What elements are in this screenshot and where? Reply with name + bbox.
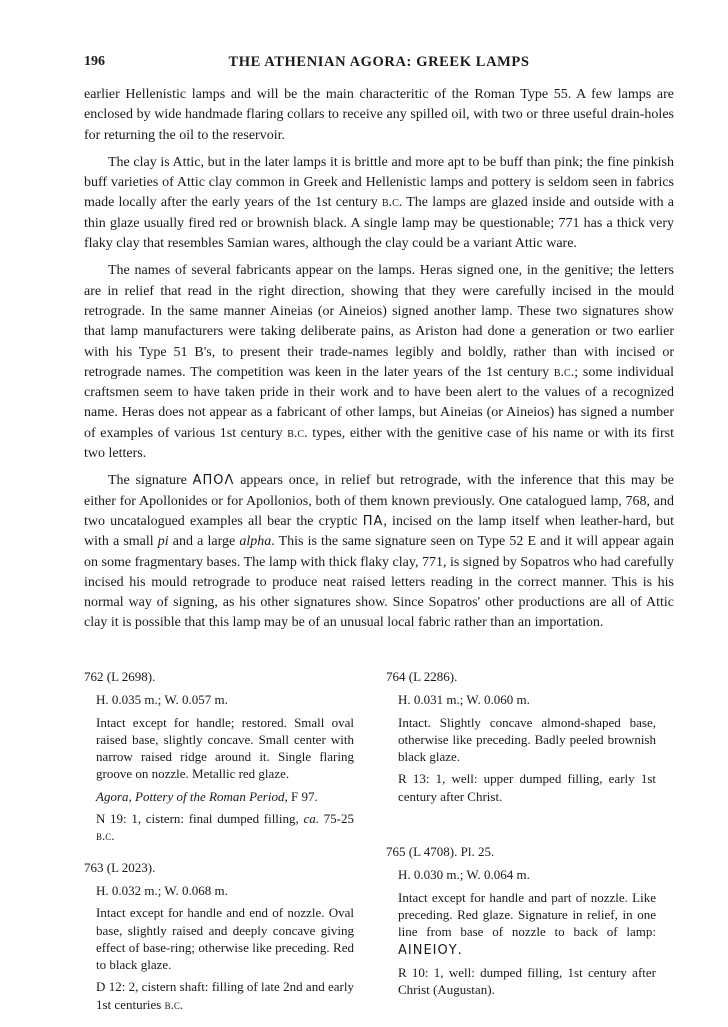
signature-apol: ΑΠΟΛ xyxy=(192,473,235,489)
entry-number: 762 (L 2698). xyxy=(84,669,156,684)
entry-dimensions: H. 0.030 m.; W. 0.064 m. xyxy=(398,867,530,883)
entry-reference: Agora, Pottery of the Roman Period, F 97. xyxy=(96,788,318,804)
entry-number: 765 (L 4708). Pl. 25. xyxy=(386,844,495,860)
entry-description: Intact except for handle and part of nozzle. Like preceding. Red glaze. Signature in relief, in one line from base of nozzle to back of lamp: ΑΙΝΕΙΟΥ. xyxy=(398,889,656,958)
catalogue-entry-765 xyxy=(386,843,656,998)
catalogue-left-column xyxy=(84,668,354,1027)
page-number: 196 xyxy=(84,54,105,69)
entry-number: 764 (L 2286). xyxy=(386,669,458,684)
entry-context: N 19: 1, cistern: final dumped filling, ca. 75-25 b.c. xyxy=(96,811,354,844)
entry-dimensions: H. 0.031 m.; W. 0.060 m. xyxy=(398,692,530,708)
entry-description: Intact except for handle and end of nozzle. Oval base, slightly raised and deeply concave giving effect of base-ring; otherwise like preceding. Red to black glaze. xyxy=(96,905,354,973)
page-header xyxy=(84,54,674,74)
catalogue-entry-763 xyxy=(84,859,354,1013)
entry-dimensions: H. 0.032 m.; W. 0.068 m. xyxy=(96,882,228,898)
entry-number: 763 (L 2023). xyxy=(84,859,156,875)
signature-pa: ΠΑ xyxy=(362,513,384,529)
signature-aineioy: ΑΙΝΕΙΟΥ. xyxy=(398,942,463,958)
entry-description: Intact. Slightly concave almond-shaped base, otherwise like preceding. Badly peeled brownish black glaze. xyxy=(398,714,656,765)
running-head: THE ATHENIAN AGORA: GREEK LAMPS xyxy=(228,54,530,70)
paragraph-4: The signature ΑΠΟΛ appears once, in relief but retrograde, with the inference that this may be either for Apollonides or for Apollonios, both of them known previously. One catalogued lamp, 768, and two uncatalogued examples all bear the cryptic ΠΑ, incised on the lamp itself when leather-hard, but with a small pi and a large alpha. This is the same signature seen on Type 52 E and it will appear again on some fragmentary bases. The lamp with thick flaky clay, 771, is signed by Sopatros who had carefully incised his mould retrograde to produce neat raised letters reading in the correct manner. This is his normal way of signing, as his other signatures show. Since Sopatros' other productions are all of Attic clay it is possible that this lamp may be of an unusual local fabric rather than an importation. xyxy=(84,473,675,631)
catalogue-right-column xyxy=(386,668,656,1012)
entry-context: D 12: 2, cistern shaft: filling of late 2nd and early 1st centuries b.c. xyxy=(96,979,354,1012)
entry-dimensions: H. 0.035 m.; W. 0.057 m. xyxy=(96,692,228,708)
catalogue-entry-764 xyxy=(386,668,656,805)
entry-description: Intact except for handle; restored. Small oval raised base, slightly concave. Small center with narrow raised ridge around it. Single flaring groove on nozzle. Metallic red glaze. xyxy=(96,714,354,782)
paragraph-3: The names of several fabricants appear on the lamps. Heras signed one, in the genitive; the letters are in relief that read in the right direction, showing that they were carefully incised in the mould retrograde. In the same manner Aineias (or Aineios) signed another lamp. These two signatures show that lamp manufacturers were taking deliberate pains, as Ariston had done a generation or two earlier with his Type 51 B's, to present their trade-names legibly and boldly, rather than with incised or retrograde names. The competition was keen in the later years of the 1st century b.c.; some individual craftsmen seem to have taken pride in their work and to have been alert to the values of a recognized name. Heras does not appear as a fabricant of other lamps, but Aineias (or Aineios) has signed a number of examples of various 1st century b.c. types, either with the genitive case of his name or with its first two letters. xyxy=(84,263,675,462)
entry-context: R 13: 1, well: upper dumped filling, early 1st century after Christ. xyxy=(398,771,656,804)
paragraph-2: The clay is Attic, but in the later lamps it is brittle and more apt to be buff than pink; the fine pinkish buff varieties of Attic clay common in Greek and Hellenistic lamps and pottery is seldom seen in fabrics made locally after the early years of the 1st century b.c. The lamps are glazed inside and outside with a thin glaze usually fired red or brownish black. A single lamp may be questionable; 771 has a thick very flaky clay that resembles Samian wares, although the clay could be a variant Attic ware. xyxy=(84,154,675,252)
catalogue-entry-762 xyxy=(84,668,354,845)
body-text xyxy=(84,85,674,641)
paragraph-1: earlier Hellenistic lamps and will be the main characteritic of the Roman Type 55. A few lamps are enclosed by wide handmade flaring collars to receive any spilled oil, with two or three useful drain-holes for returning the oil to the reservoir. xyxy=(84,87,674,143)
entry-context: R 10: 1, well: dumped filling, 1st century after Christ (Augustan). xyxy=(398,964,656,998)
